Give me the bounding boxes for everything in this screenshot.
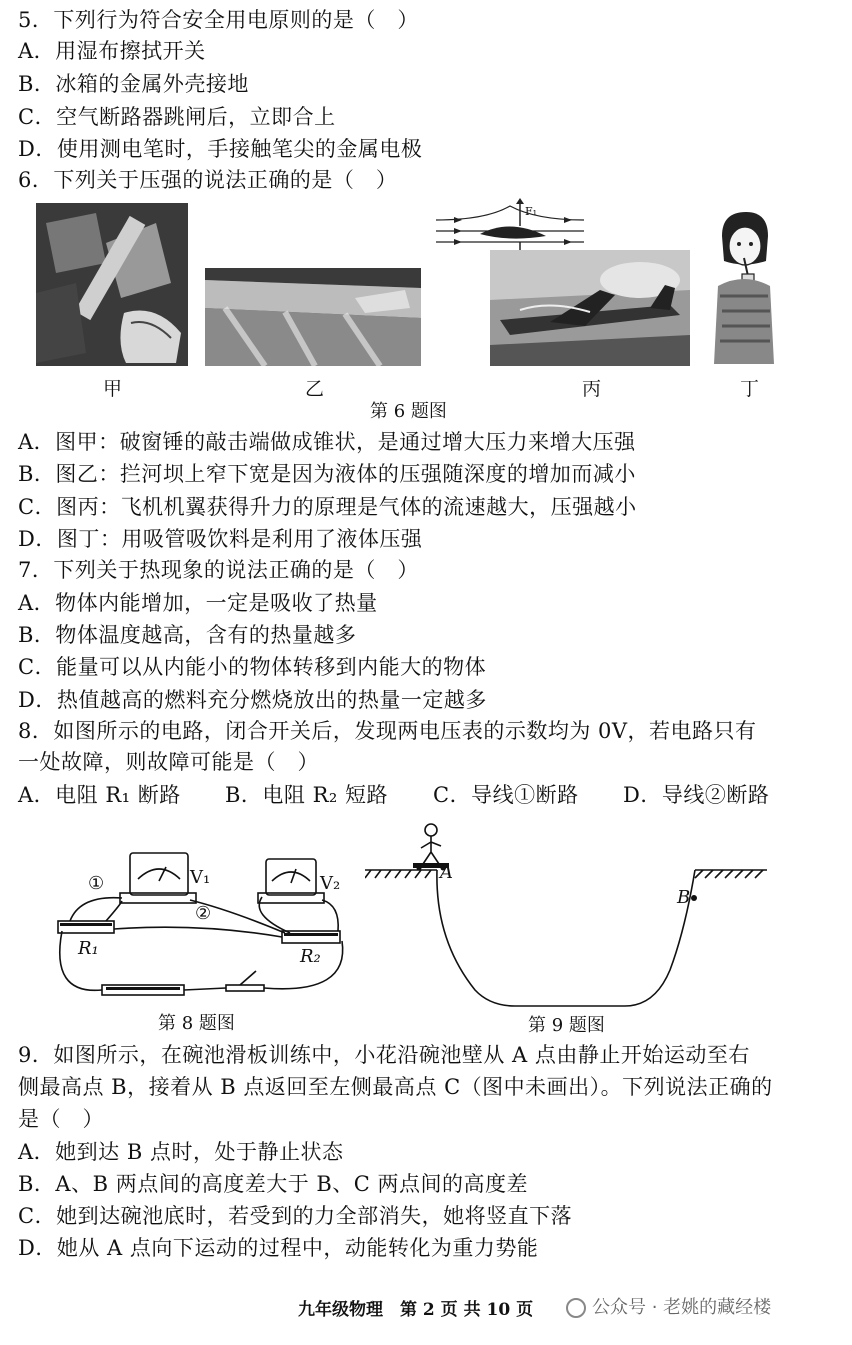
resistor-r2-label: R₂ <box>300 946 321 967</box>
q8-stem-line2: 一处故障，则故障可能是（ ） <box>18 750 319 774</box>
q7-option-d: D．热值越高的燃料充分燃烧放出的热量一定越多 <box>18 688 487 712</box>
voltmeter-v2-label: V₂ <box>320 873 341 894</box>
q9-stem-line3: 是（ ） <box>18 1107 104 1131</box>
skate-bowl-diagram <box>365 820 775 1015</box>
dam-photo <box>205 268 421 366</box>
airplane-photo <box>490 250 690 366</box>
q9-figure-caption: 第 9 题图 <box>528 1015 605 1036</box>
q5-option-d: D．使用测电笔时，手接触笔尖的金属电极 <box>18 137 423 161</box>
point-b-label: B <box>677 887 691 908</box>
q7-stem: 7．下列关于热现象的说法正确的是（ ） <box>18 558 419 582</box>
wire-1-label: ① <box>88 873 105 894</box>
q6-option-b: B．图乙：拦河坝上窄下宽是因为液体的压强随深度的增加而减小 <box>18 462 636 486</box>
q6-option-a: A．图甲：破窗锤的敲击端做成锥状，是通过增大压力来增大压强 <box>18 430 636 454</box>
girl-drinking-photo <box>708 206 780 364</box>
figure-label-bing: 丙 <box>582 378 602 400</box>
q7-option-b: B．物体温度越高，含有的热量越多 <box>18 623 357 647</box>
q9-stem-line2: 侧最高点 B，接着从 B 点返回至左侧最高点 C（图中未画出）。下列说法正确的 <box>18 1075 773 1099</box>
q8-option-d: D．导线②断路 <box>623 783 770 807</box>
resistor-r1-label: R₁ <box>78 938 99 959</box>
q9-option-a: A．她到达 B 点时，处于静止状态 <box>18 1140 344 1164</box>
wechat-logo-icon <box>566 1298 586 1318</box>
q5-option-c: C．空气断路器跳闸后，立即合上 <box>18 105 336 129</box>
watermark <box>566 1293 771 1319</box>
watermark-text: 公众号 · 老姚的藏经楼 <box>592 1297 772 1318</box>
q8-figure-caption: 第 8 题图 <box>158 1013 235 1034</box>
q9-option-b: B．A、B 两点间的高度差大于 B、C 两点间的高度差 <box>18 1172 529 1196</box>
q6-figure-caption: 第 6 题图 <box>370 401 447 422</box>
q6-option-c: C．图丙：飞机机翼获得升力的原理是气体的流速越大，压强越小 <box>18 495 637 519</box>
q5-option-b: B．冰箱的金属外壳接地 <box>18 72 249 96</box>
q6-option-d: D．图丁：用吸管吸饮料是利用了液体压强 <box>18 527 423 551</box>
q9-option-d: D．她从 A 点向下运动的过程中，动能转化为重力势能 <box>18 1236 539 1260</box>
q5-option-a: A．用湿布擦拭开关 <box>18 39 206 63</box>
force-f1-label: F₁ <box>525 205 538 218</box>
point-a-label: A <box>440 862 453 883</box>
q8-option-b: B．电阻 R₂ 短路 <box>225 783 389 807</box>
figure-label-jia: 甲 <box>103 378 123 400</box>
page-footer: 九年级物理 第 2 页 共 10 页 <box>298 1300 534 1320</box>
q7-option-c: C．能量可以从内能小的物体转移到内能大的物体 <box>18 655 487 679</box>
figure-label-yi: 乙 <box>305 378 325 400</box>
q8-option-a: A．电阻 R₁ 断路 <box>18 783 181 807</box>
q8-option-c: C．导线①断路 <box>433 783 579 807</box>
voltmeter-v1-label: V₁ <box>190 867 211 888</box>
q5-stem: 5．下列行为符合安全用电原则的是（ ） <box>18 8 419 32</box>
wire-2-label: ② <box>195 903 212 924</box>
hammer-photo <box>36 203 188 366</box>
q8-stem-line1: 8．如图所示的电路，闭合开关后，发现两电压表的示数均为 0V，若电路只有 <box>18 719 757 743</box>
q7-option-a: A．物体内能增加，一定是吸收了热量 <box>18 591 378 615</box>
figure-label-ding: 丁 <box>740 378 760 400</box>
q9-stem-line1: 9．如图所示，在碗池滑板训练中，小花沿碗池壁从 A 点由静止开始运动至右 <box>18 1043 750 1067</box>
q6-stem: 6．下列关于压强的说法正确的是（ ） <box>18 168 398 192</box>
q9-option-c: C．她到达碗池底时，若受到的力全部消失，她将竖直下落 <box>18 1204 573 1228</box>
